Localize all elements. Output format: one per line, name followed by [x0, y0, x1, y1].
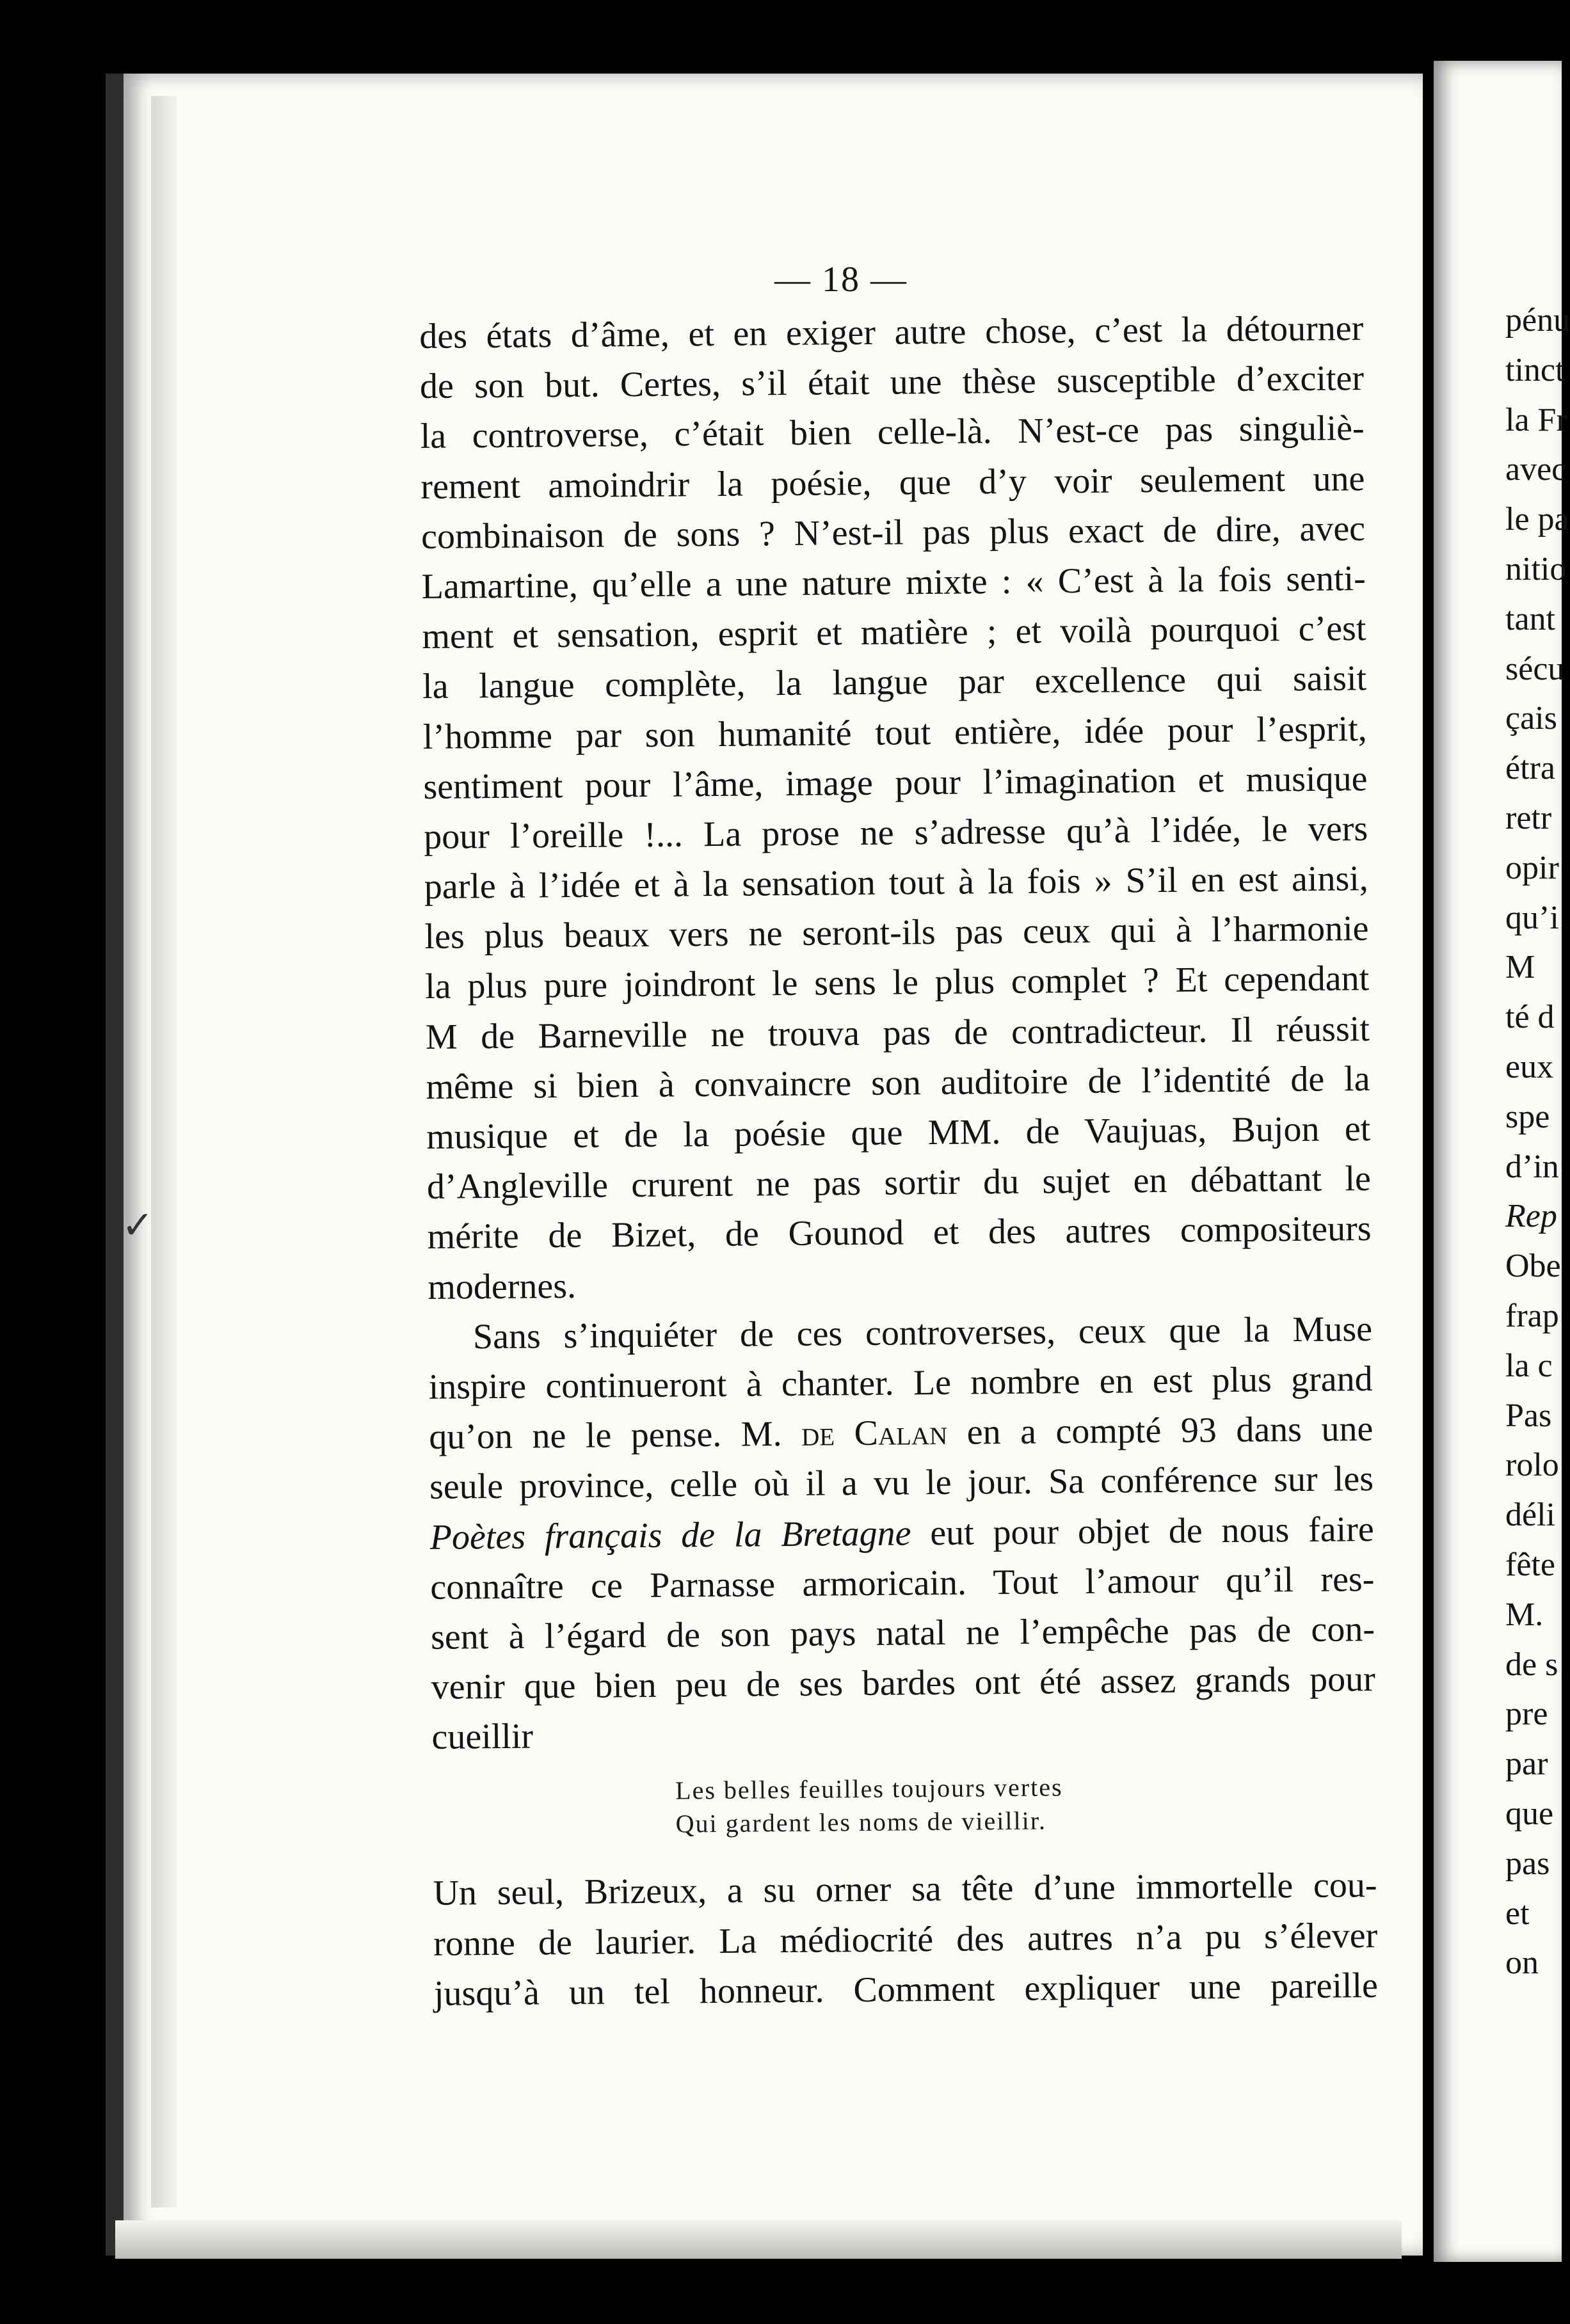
text-fragment: nitio [1505, 550, 1567, 587]
text-fragment: frap [1505, 1297, 1559, 1334]
text-line: ronne de laurier. La médiocrité des autres n’a pu s’élever [433, 1915, 1378, 1964]
text-line: venir que bien peu de ses bardes ont été assez grands pour [431, 1659, 1375, 1707]
text-fragment: pénu [1505, 302, 1570, 338]
text-fragment: tinct [1505, 351, 1565, 388]
text-line: connaître ce Parnasse armoricain. Tout l’amour qu’il res- [430, 1559, 1375, 1607]
text-fragment: on [1505, 1945, 1539, 1982]
text-line: rement amoindrir la poésie, que d’y voir seulement une [421, 458, 1365, 507]
text-line [429, 1404, 1374, 1462]
text-line: combinaison de sons ? N’est-il pas plus exact de dire, avec [421, 508, 1366, 557]
text-line: pour l’oreille !... La prose ne s’adresse qu’à l’idée, le vers [423, 808, 1368, 857]
text-line: cueillir [431, 1716, 534, 1758]
text-line: d’Angleville crurent ne pas sortir du sujet en débattant le [426, 1159, 1372, 1207]
text-fragment: avec [1505, 451, 1567, 488]
text-line: des états d’âme, et en exiger autre chose, c’est la détourner [419, 308, 1364, 356]
text-fragment: tant [1505, 600, 1555, 637]
verse-line: Qui gardent les noms de vieillir. [675, 1806, 1047, 1839]
text-fragment: étra [1505, 750, 1555, 787]
text-line: sent à l’égard de son pays natal ne l’empêche pas de con- [430, 1609, 1375, 1657]
text-line: musique et de la poésie que MM. de Vaujuas, Bujon et [426, 1109, 1371, 1157]
text-fragment: le pa [1505, 501, 1569, 538]
text-fragment: déli [1505, 1497, 1555, 1534]
text-line: jusqu’à un tel honneur. Comment expliquer une pareille [433, 1965, 1379, 2014]
text-line: l’homme par son humanité tout entière, idée pour l’esprit, [422, 708, 1368, 757]
text-line: ment et sensation, esprit et matière ; et voilà pourquoi c’est [422, 609, 1366, 657]
margin-mark: ✓ [122, 1204, 154, 1246]
text-fragment: de s [1505, 1646, 1558, 1683]
verse-line: Les belles feuilles toujours vertes [675, 1772, 1063, 1806]
adjacent-page-text [1505, 296, 1570, 1988]
text-fragment: retr [1505, 799, 1552, 836]
text-line: modernes. [428, 1266, 577, 1307]
author-name-smallcaps: de Calan [801, 1412, 948, 1454]
text-fragment: que [1505, 1795, 1554, 1832]
text-fragment: pre [1505, 1696, 1548, 1733]
page-bottom-edge [115, 2220, 1402, 2259]
text-line: la langue complète, la langue par excellence qui saisit [422, 658, 1367, 707]
text-fragment: fête [1505, 1546, 1555, 1583]
text-line: parle à l’idée et à la sensation tout à la fois » S’il en est ainsi, [424, 859, 1369, 907]
text-fragment: M [1505, 949, 1535, 986]
page-body-text [419, 303, 1378, 2019]
text-fragment: spe [1505, 1098, 1550, 1135]
text-line: M de Barneville ne trouva pas de contradicteur. Il réussit [425, 1008, 1370, 1057]
text-fragment: opir [1505, 849, 1559, 886]
lecture-title-italic: Poètes français de la Bretagne [429, 1513, 911, 1557]
text-line: mérite de Bizet, de Gounod et des autres compositeurs [427, 1209, 1372, 1257]
page-gutter-shadow [151, 96, 177, 2208]
text-fragment: Rep [1505, 1198, 1557, 1235]
text-fragment: té d [1505, 999, 1555, 1036]
text-line: Lamartine, qu’elle a une nature mixte : « C’est à la fois senti- [421, 559, 1366, 607]
text-fragment: eux [1505, 1048, 1554, 1085]
text-run: en a compté 93 dans une [947, 1409, 1374, 1452]
text-fragment: d’in [1505, 1148, 1559, 1185]
text-line: Un seul, Brizeux, a su orner sa tête d’une immortelle cou- [433, 1865, 1377, 1914]
text-fragment: qu’i [1505, 899, 1559, 936]
text-line: sentiment pour l’âme, image pour l’imagination et musique [423, 758, 1368, 807]
text-run: eut pour objet de nous faire [911, 1509, 1374, 1553]
text-line: inspire continueront à chanter. Le nombre en est plus grand [428, 1359, 1373, 1407]
text-fragment: Obe [1505, 1248, 1561, 1285]
text-fragment: çais [1505, 700, 1557, 737]
text-fragment: la c [1505, 1347, 1553, 1384]
text-fragment: Pas [1505, 1397, 1552, 1434]
text-fragment: par [1505, 1746, 1548, 1783]
text-line: même si bien à convaincre son auditoire de l’identité de la [426, 1058, 1370, 1107]
text-fragment: et [1505, 1895, 1530, 1932]
verse-quote [675, 1768, 1377, 1841]
text-line: la plus pure joindront le sens le plus complet ? Et cependant [424, 959, 1370, 1007]
text-line: la controverse, c’était bien celle-là. N’est-ce pas singuliè- [420, 408, 1365, 457]
text-line [429, 1504, 1374, 1563]
page-number: — 18 — [774, 260, 908, 299]
text-line: Sans s’inquiéter de ces controverses, ceux que la Muse [472, 1309, 1373, 1357]
text-line: seule province, celle où il a vu le jour. Sa conférence sur les [429, 1459, 1374, 1508]
text-fragment: M. [1505, 1596, 1544, 1633]
text-fragment: sécu [1505, 650, 1565, 687]
text-line: les plus beaux vers ne seront-ils pas ceux qui à l’harmonie [424, 909, 1369, 957]
text-fragment: pas [1505, 1845, 1550, 1882]
text-fragment: la Fr [1505, 401, 1567, 438]
text-run: qu’on ne le pense. M. [429, 1413, 802, 1458]
text-line: de son but. Certes, s’il était une thèse susceptible d’exciter [419, 358, 1365, 407]
text-fragment: rolo [1505, 1447, 1559, 1484]
